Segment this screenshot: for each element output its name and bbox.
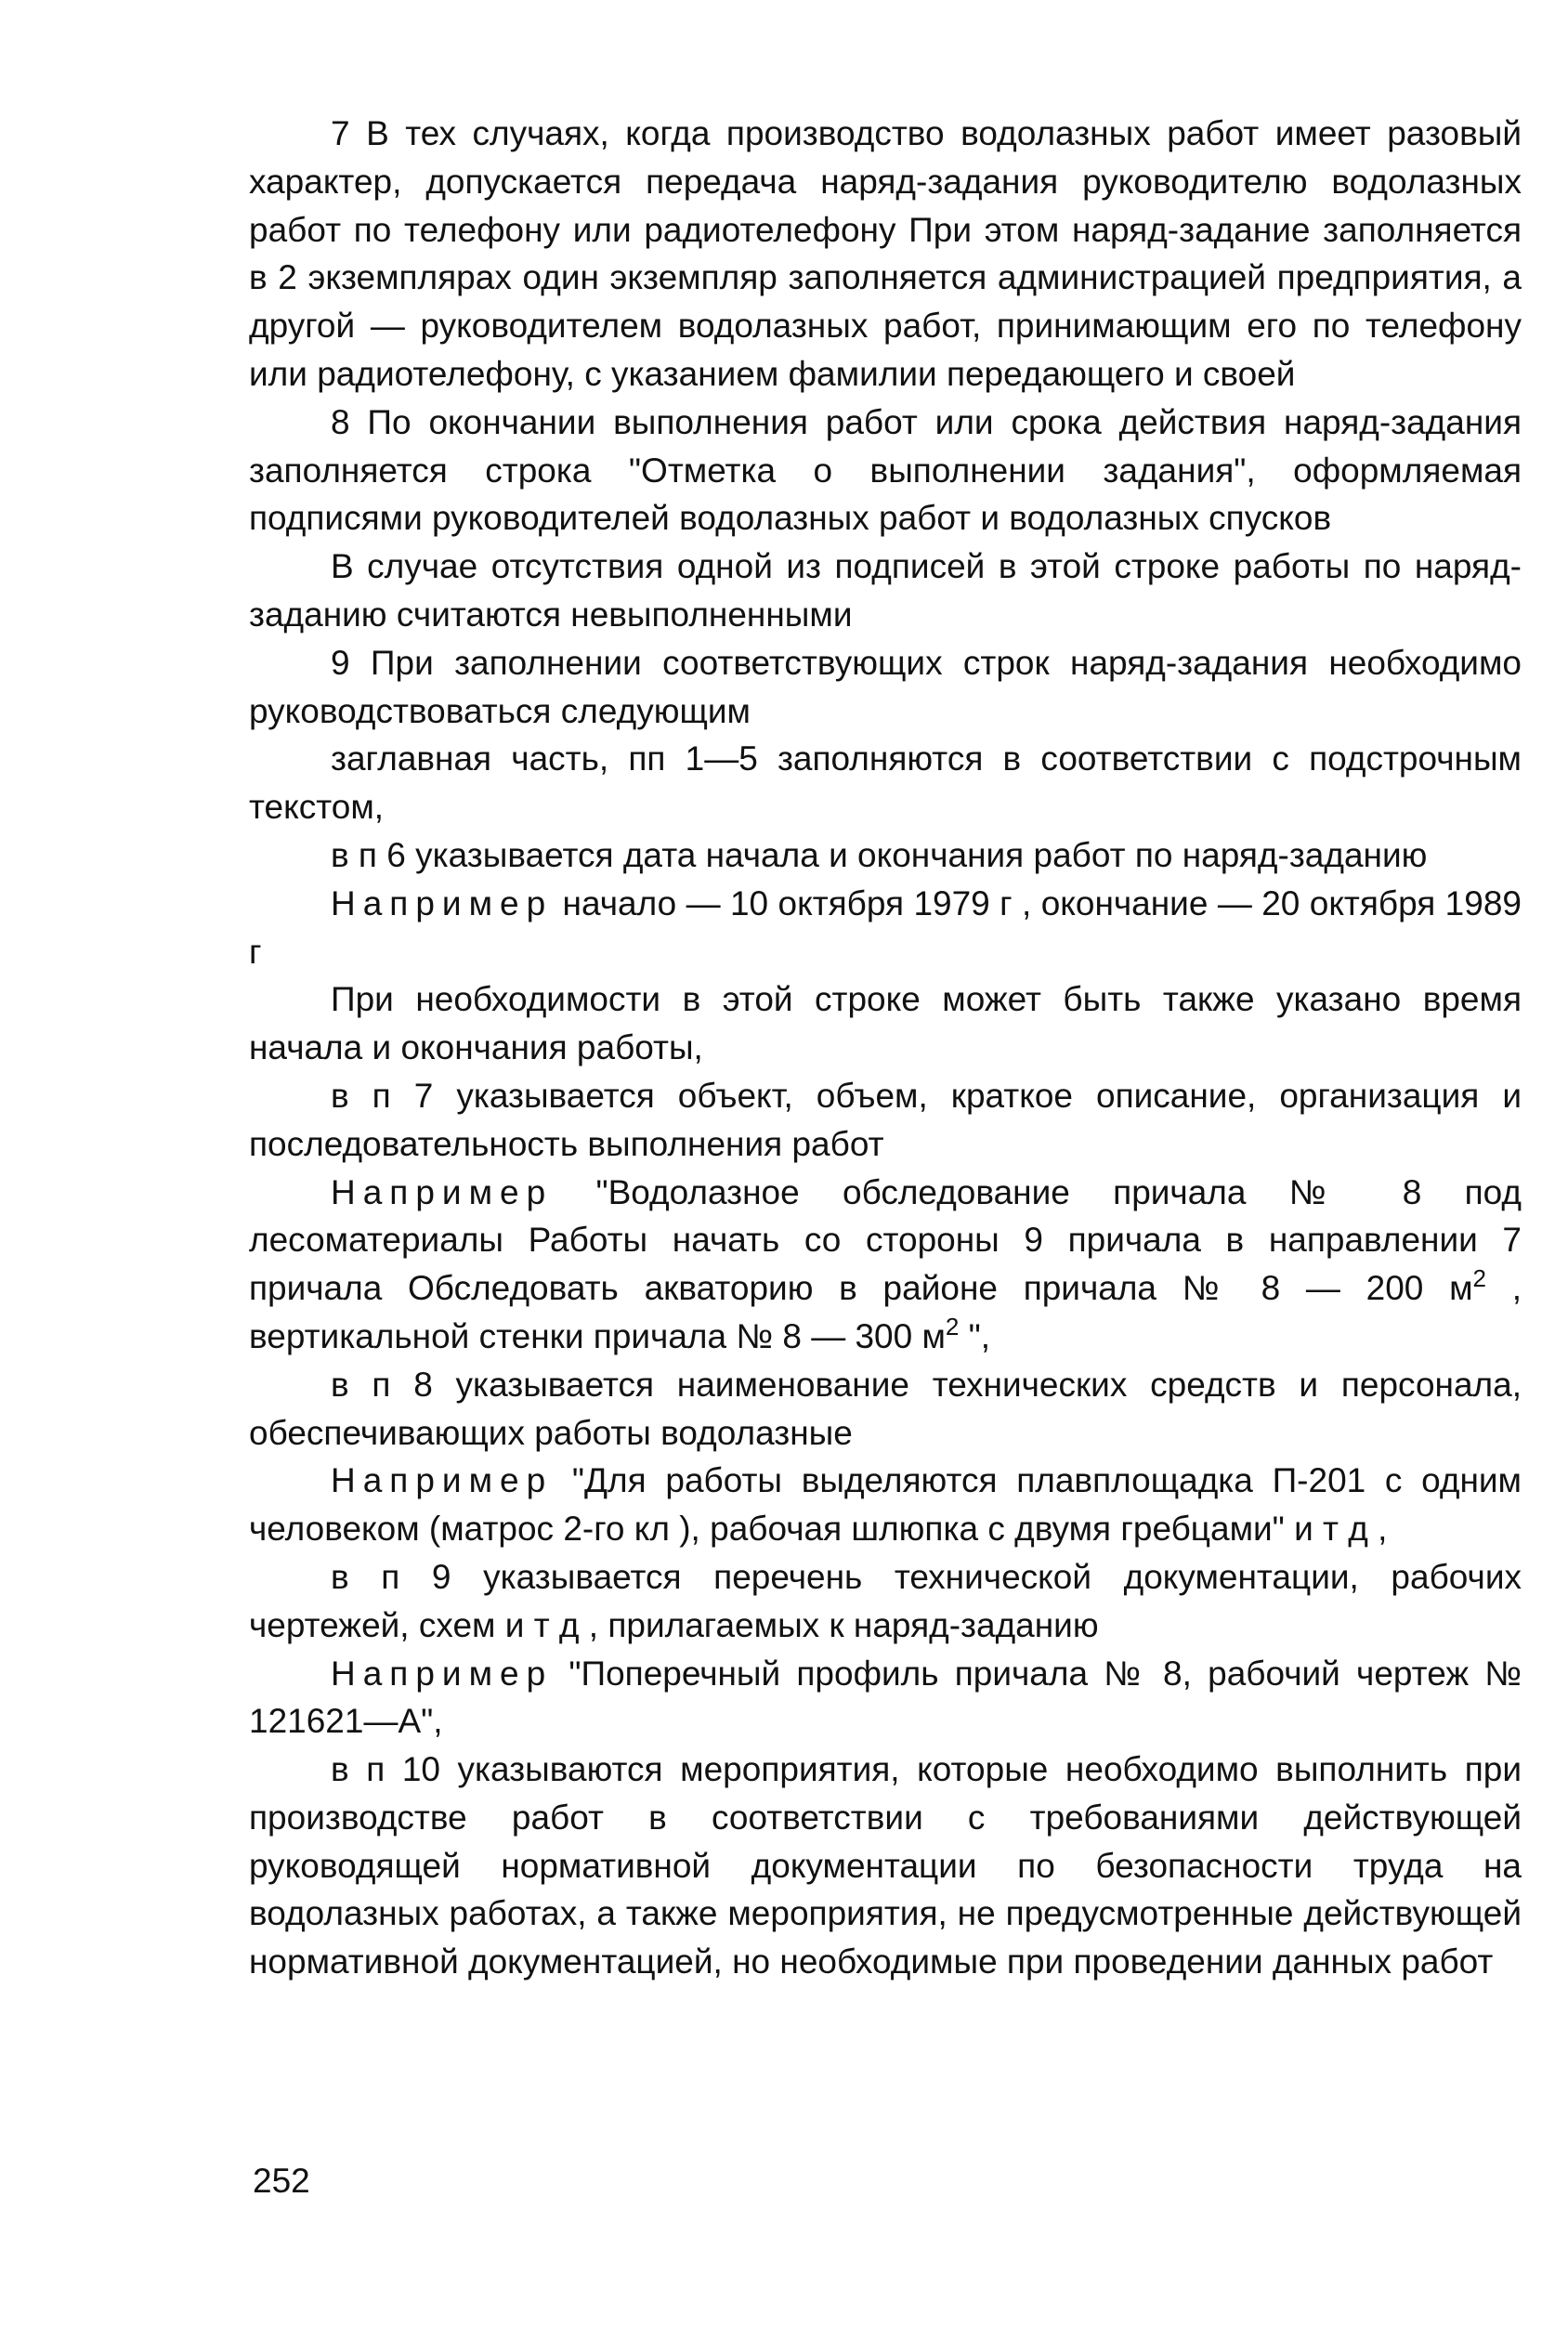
paragraph-text: заглавная часть, пп 1—5 заполняются в соответствии с подстрочным текстом, <box>249 739 1522 827</box>
page-number: 252 <box>253 2162 310 2200</box>
paragraph-text: 8 По окончании выполнения работ или срока действия наряд-задания заполняется строка "Отметка о выполнении задания", оформляемая подписями руководителей водолазных работ и водолазных спусков <box>249 402 1522 538</box>
body-text <box>249 110 1522 1986</box>
paragraph-example-dates <box>249 880 1522 976</box>
paragraph-title-part <box>249 735 1522 831</box>
paragraph-7 <box>249 110 1522 399</box>
paragraph-item-10 <box>249 1746 1522 1986</box>
paragraph-text: в п 7 указывается объект, объем, краткое описание, организация и последовательность выполнения работ <box>249 1076 1522 1163</box>
paragraph-text: ", <box>959 1316 991 1355</box>
paragraph-text: 7 В тех случаях, когда производство водолазных работ имеет разовый характер, допускается передача наряд-задания руководителю водолазных работ по телефону или радиотелефону При этом наряд-задание заполняется в 2 экземплярах один экземпляр заполняется администрацией предприятия, а другой — руководителем водолазных работ, принимающим его по телефону или радиотелефону, с указанием фамилии передающего и своей <box>249 114 1522 393</box>
paragraph-item-8 <box>249 1361 1522 1458</box>
paragraph-text: , вертикальной стенки причала № 8 — 300 м <box>249 1269 1522 1355</box>
paragraph-text: в п 8 указывается наименование технических средств и персонала, обеспечивающих работы водолазные <box>249 1365 1522 1452</box>
paragraph-text: В случае отсутствия одной из подписей в этой строке работы по наряд-заданию считаются невыполненными <box>249 547 1522 634</box>
paragraph-8 <box>249 399 1522 543</box>
paragraph-text: "Для работы выделяются плавплощадка П-201 с одним человеком (матрос 2-го кл ), рабочая шлюпка с двумя гребцами" и т д , <box>249 1461 1522 1549</box>
paragraph-text: 9 При заполнении соответствующих строк наряд-задания необходимо руководствоваться следующим <box>249 643 1522 730</box>
paragraph-item-9 <box>249 1553 1522 1650</box>
example-lead: Например <box>331 1654 554 1693</box>
example-lead: Например <box>331 883 554 922</box>
paragraph-time-note <box>249 975 1522 1072</box>
example-lead: Например <box>331 1461 554 1500</box>
paragraph-example-survey <box>249 1169 1522 1361</box>
paragraph-text: "Поперечный профиль причала № 8, рабочий чертеж № 121621—А", <box>249 1654 1522 1741</box>
paragraph-item-6 <box>249 831 1522 880</box>
paragraph-text: начало — 10 октября 1979 г , окончание — 20 октября 1989 г <box>249 883 1522 971</box>
example-lead: Например <box>331 1172 554 1211</box>
paragraph-example-equipment <box>249 1457 1522 1553</box>
superscript: 2 <box>1472 1264 1486 1293</box>
paragraph-text: в п 9 указывается перечень технической документации, рабочих чертежей, схем и т д , прилагаемых к наряд-заданию <box>249 1557 1522 1644</box>
paragraph-text: в п 6 указывается дата начала и окончания работ по наряд-заданию <box>331 835 1428 874</box>
paragraph-9 <box>249 639 1522 736</box>
paragraph-text: При необходимости в этой строке может быть также указано время начала и окончания работы, <box>249 980 1522 1067</box>
paragraph-text: в п 10 указываются мероприятия, которые необходимо выполнить при производстве работ в соответствии с требованиями действующей руководящей нормативной документации по безопасности труда на водолазных работах, а также мероприятия, не предусмотренные действующей нормативной документацией, но необходимые при проведении данных работ <box>249 1750 1522 1981</box>
paragraph-item-7 <box>249 1072 1522 1169</box>
paragraph-signatures-note <box>249 543 1522 639</box>
paragraph-text: "Водолазное обследование причала № 8 под лесоматериалы Работы начать со стороны 9 причала в направлении 7 причала Обследовать акваторию в районе причала № 8 — 200 м <box>249 1172 1522 1308</box>
superscript: 2 <box>945 1312 960 1341</box>
paragraph-example-drawing <box>249 1650 1522 1746</box>
